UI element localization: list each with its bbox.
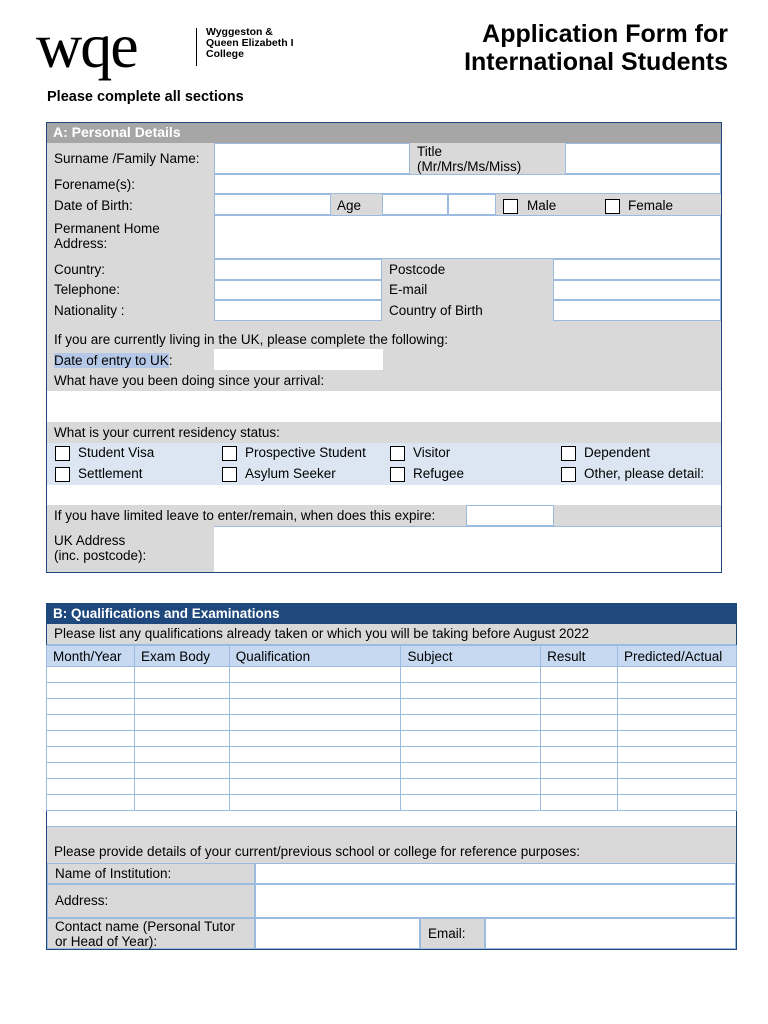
contact-label: Contact name (Personal Tutor or Head of Year): [47,918,255,949]
table-cell[interactable] [401,699,541,715]
contact-email-field[interactable] [485,918,736,949]
dependent-label: Dependent [584,445,651,460]
male-label: Male [527,198,557,213]
institution-field[interactable] [255,863,736,884]
student-visa-label: Student Visa [78,445,155,460]
table-cell[interactable] [229,731,401,747]
table-cell[interactable] [134,715,229,731]
limited-leave-label: If you have limited leave to enter/remain, when does this expire: [54,508,436,523]
reference-intro: Please provide details of your current/previous school or college for reference purposes: [54,844,581,859]
surname-label: Surname /Family Name: [54,151,200,166]
date-entry-label: Date of entry to UK: [54,353,173,368]
section-b [46,603,737,950]
table-cell[interactable] [541,795,618,811]
address-field[interactable] [255,884,736,918]
refugee-checkbox[interactable] [390,467,405,482]
table-cell[interactable] [541,667,618,683]
table-row [47,715,737,731]
table-cell[interactable] [541,699,618,715]
female-label: Female [628,198,674,213]
table-cell[interactable] [618,699,737,715]
column-header: Month/Year [47,646,135,667]
column-header: Predicted/Actual [618,646,737,667]
institution-label: Name of Institution: [47,863,255,884]
page-title: Application Form for International Students [464,20,728,76]
telephone-label: Telephone: [54,282,121,297]
table-cell[interactable] [618,763,737,779]
column-header: Qualification [229,646,401,667]
prospective-student-checkbox[interactable] [222,446,237,461]
student-visa-checkbox[interactable] [55,446,70,461]
refugee-label: Refugee [413,466,465,481]
table-cell[interactable] [134,731,229,747]
since-arrival-field[interactable] [47,391,721,422]
table-cell[interactable] [618,683,737,699]
postcode-field[interactable] [553,259,721,280]
table-cell[interactable] [47,667,135,683]
section-b-heading: B: Qualifications and Examinations [47,604,736,624]
forenames-field[interactable] [214,174,721,194]
table-cell[interactable] [541,715,618,731]
title-field[interactable] [565,143,721,174]
section-a [46,122,722,573]
country-label: Country: [54,262,106,277]
table-cell[interactable] [134,779,229,795]
section-a-heading: A: Personal Details [47,123,721,143]
qualifications-table [46,645,737,811]
limited-leave-field[interactable] [466,505,554,526]
telephone-field[interactable] [214,280,382,300]
table-cell[interactable] [541,731,618,747]
table-cell[interactable] [618,779,737,795]
dependent-checkbox[interactable] [561,446,576,461]
table-cell[interactable] [541,747,618,763]
table-cell[interactable] [618,667,737,683]
qualifications-body [47,667,737,811]
table-row [47,763,737,779]
other-detail-field[interactable] [47,485,721,505]
table-row [47,683,737,699]
asylum-seeker-label: Asylum Seeker [245,466,336,481]
table-cell[interactable] [541,683,618,699]
table-row [47,667,737,683]
table-row [47,747,737,763]
settlement-checkbox[interactable] [55,467,70,482]
logo-college-name: Wyggeston & Queen Elizabeth I College [206,26,294,60]
home-address-label: Permanent Home Address: [54,221,160,251]
table-cell[interactable] [229,715,401,731]
table-cell[interactable] [229,795,401,811]
prospective-student-label: Prospective Student [245,445,366,460]
dob-field[interactable] [214,194,331,215]
email-label: E-mail [389,282,428,297]
table-cell[interactable] [47,763,135,779]
table-cell[interactable] [229,683,401,699]
table-cell[interactable] [618,731,737,747]
age-field[interactable] [382,194,448,215]
intro-text: Please complete all sections [47,89,244,105]
column-header: Result [541,646,618,667]
logo-wordmark: wqe [36,10,137,81]
table-cell[interactable] [47,699,135,715]
nationality-label: Nationality : [54,303,125,318]
logo-divider [196,28,197,66]
home-address-field[interactable] [214,215,721,259]
table-cell[interactable] [541,779,618,795]
table-cell[interactable] [134,699,229,715]
table-cell[interactable] [541,763,618,779]
date-entry-field[interactable] [214,349,383,370]
title-label: Title (Mr/Mrs/Ms/Miss) [417,144,522,174]
table-row [47,731,737,747]
uk-intro-text: If you are currently living in the UK, please complete the following: [54,332,448,347]
table-cell[interactable] [401,763,541,779]
settlement-label: Settlement [78,466,143,481]
table-cell[interactable] [618,747,737,763]
table-cell[interactable] [229,667,401,683]
contact-field[interactable] [255,918,420,949]
table-cell[interactable] [401,795,541,811]
table-cell[interactable] [618,715,737,731]
table-cell[interactable] [47,779,135,795]
visitor-checkbox[interactable] [390,446,405,461]
since-arrival-label: What have you been doing since your arrival: [54,373,325,388]
email-field[interactable] [553,280,721,300]
other-label: Other, please detail: [584,466,705,481]
dob-label: Date of Birth: [54,198,133,213]
country-of-birth-label: Country of Birth [389,303,483,318]
surname-field[interactable] [214,143,410,174]
male-checkbox[interactable] [503,199,518,214]
table-cell[interactable] [47,795,135,811]
country-field[interactable] [214,259,382,280]
college-logo [36,10,294,81]
table-cell[interactable] [401,731,541,747]
table-cell[interactable] [401,667,541,683]
table-cell[interactable] [47,715,135,731]
visitor-label: Visitor [413,445,451,460]
column-header: Subject [401,646,541,667]
table-cell[interactable] [401,779,541,795]
table-cell[interactable] [47,683,135,699]
table-cell[interactable] [134,683,229,699]
age-label: Age [337,198,362,213]
table-header-row [47,646,737,667]
contact-email-label: Email: [420,918,485,949]
table-cell[interactable] [134,747,229,763]
table-cell[interactable] [134,763,229,779]
table-row [47,779,737,795]
table-cell[interactable] [229,779,401,795]
residency-options [47,443,721,485]
table-cell[interactable] [134,795,229,811]
gender-spacer [448,194,496,215]
column-header: Exam Body [134,646,229,667]
table-cell[interactable] [47,731,135,747]
uk-address-field[interactable] [214,526,721,572]
table-row [47,699,737,715]
asylum-seeker-checkbox[interactable] [222,467,237,482]
table-cell[interactable] [229,747,401,763]
nationality-field[interactable] [214,300,382,321]
table-cell[interactable] [618,795,737,811]
forenames-label: Forename(s): [54,177,136,192]
address-label: Address: [47,884,255,918]
uk-address-label: UK Address (inc. postcode): [54,533,147,563]
country-of-birth-field[interactable] [553,300,721,321]
table-cell[interactable] [229,763,401,779]
postcode-label: Postcode [389,262,446,277]
qualifications-intro: Please list any qualifications already taken or which you will be taking before August 2022 [47,624,736,645]
table-row [47,795,737,811]
table-cell[interactable] [47,747,135,763]
table-cell[interactable] [401,683,541,699]
residency-question: What is your current residency status: [54,425,280,440]
other-checkbox[interactable] [561,467,576,482]
table-cell[interactable] [229,699,401,715]
female-checkbox[interactable] [605,199,620,214]
table-cell[interactable] [401,747,541,763]
table-cell[interactable] [401,715,541,731]
table-cell[interactable] [134,667,229,683]
